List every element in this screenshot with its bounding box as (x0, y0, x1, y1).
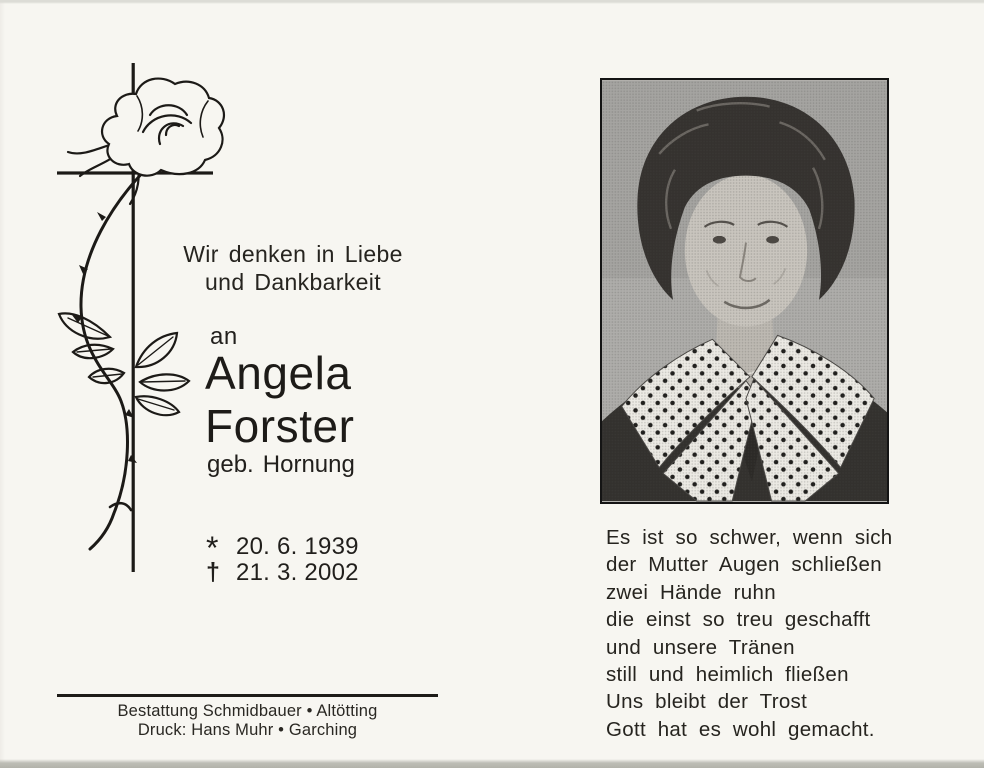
footer-funeral-home: Bestattung Schmidbauer • Altötting (117, 702, 378, 720)
footer-printer: Druck: Hans Muhr • Garching (137, 720, 358, 739)
maiden-name: geb. Hornung (207, 451, 355, 478)
preposition-an: an (210, 323, 238, 350)
poem-line: der Mutter Augen schließen (606, 553, 882, 577)
dedication-text (178, 240, 408, 296)
poem-line: zwei Hände ruhn (606, 580, 776, 604)
footer-divider (57, 694, 438, 697)
poem-line: Uns bleibt der Trost (606, 690, 808, 714)
poem-line: Es ist so schwer, wenn sich (606, 526, 893, 549)
deceased-first-name: Angela (205, 347, 352, 399)
deceased-last-name: Forster (205, 400, 355, 452)
birth-date-row (206, 525, 359, 566)
dedication-line: und Dankbarkeit (205, 269, 381, 295)
poem-line: und unsere Tränen (606, 635, 795, 659)
cross-rose-illustration (40, 55, 265, 585)
poem-line: Gott hat es wohl gemacht. (606, 717, 875, 741)
poem-line: die einst so treu geschafft (606, 608, 871, 632)
printer-footer (57, 694, 438, 739)
rose-bloom (102, 79, 224, 176)
portrait-photo-art (602, 80, 887, 502)
portrait-photo (600, 78, 889, 504)
death-cross-icon: † (206, 558, 221, 586)
poem-line: still und heimlich fließen (606, 663, 849, 687)
death-date: 21. 3. 2002 (236, 559, 359, 586)
birth-star-icon: * (206, 530, 219, 566)
rose-stem-offshoot (110, 503, 131, 510)
dedication-line: Wir denken in Liebe (183, 241, 403, 267)
memorial-poem (606, 524, 893, 743)
birth-date: 20. 6. 1939 (236, 533, 359, 560)
life-dates (206, 525, 359, 591)
